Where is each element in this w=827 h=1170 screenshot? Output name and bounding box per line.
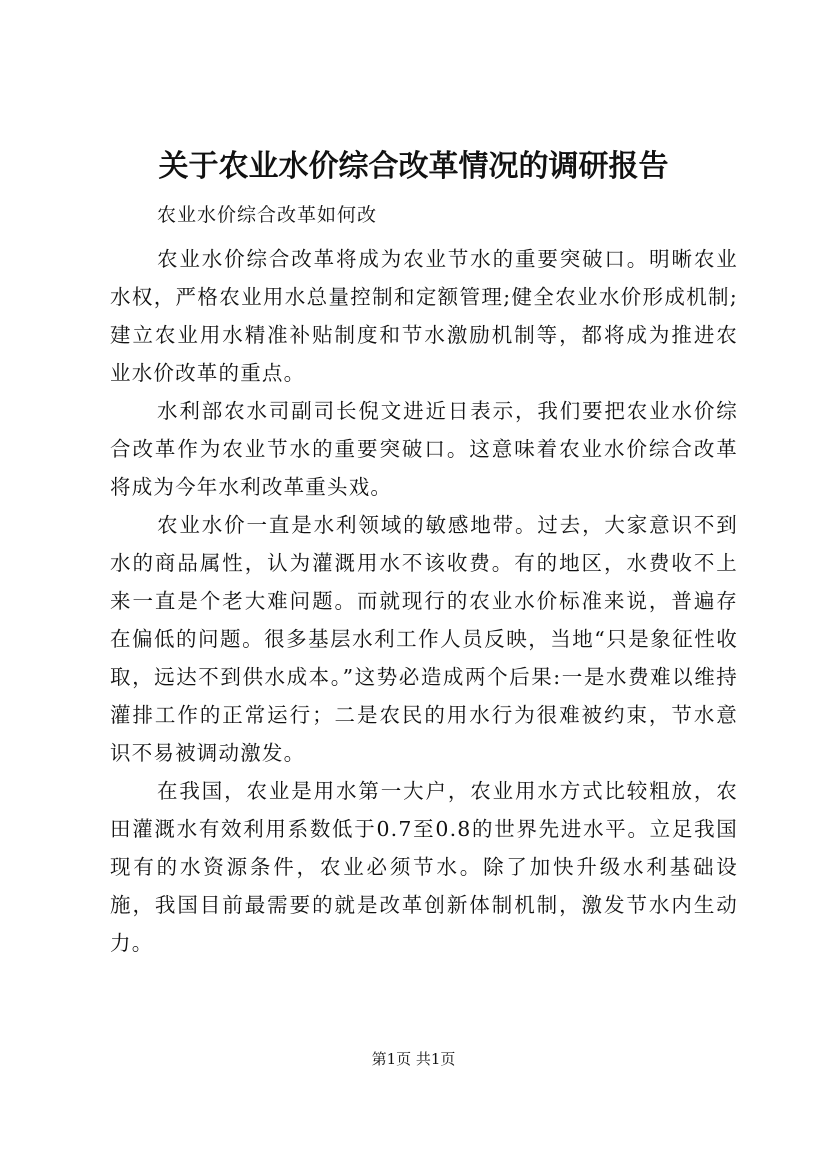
paragraph-3: 农业水价一直是水利领域的敏感地带。过去，大家意识不到水的商品属性，认为灌溉用水不该收费。有的地区，水费收不上来一直是个老大难问题。而就现行的农业水价标准来说，普遍存在偏低的问题。很多基层水利工作人员反映，当地“只是象征性收取，远达不到供水成本。”这势必造成两个后果:一是水费难以维持灌排工作的正常运行；二是农民的用水行为很难被约束，节水意识不易被调动激发。 [110, 513, 738, 765]
document-title: 关于农业水价综合改革情况的调研报告 [158, 149, 669, 184]
page-number-footer: 第1页 共1页 [371, 1050, 456, 1068]
paragraph-2: 水利部农水司副司长倪文进近日表示，我们要把农业水价综合改革作为农业节水的重要突破口。这意味着农业水价综合改革将成为今年水利改革重头戏。 [110, 399, 738, 499]
document-subtitle: 农业水价综合改革如何改 [157, 204, 378, 226]
paragraph-4: 在我国，农业是用水第一大户，农业用水方式比较粗放，农田灌溉水有效利用系数低于0.7至0.8的世界先进水平。立足我国现有的水资源条件，农业必须节水。除了加快升级水利基础设施，我国目前最需要的就是改革创新体制机制，激发节水内生动力。 [110, 779, 738, 955]
paragraph-1: 农业水价综合改革将成为农业节水的重要突破口。明晰农业水权，严格农业用水总量控制和定额管理;健全农业水价形成机制;建立农业用水精准补贴制度和节水激励机制等，都将成为推进农业水价改革的重点。 [110, 247, 738, 385]
document-body [110, 196, 738, 962]
